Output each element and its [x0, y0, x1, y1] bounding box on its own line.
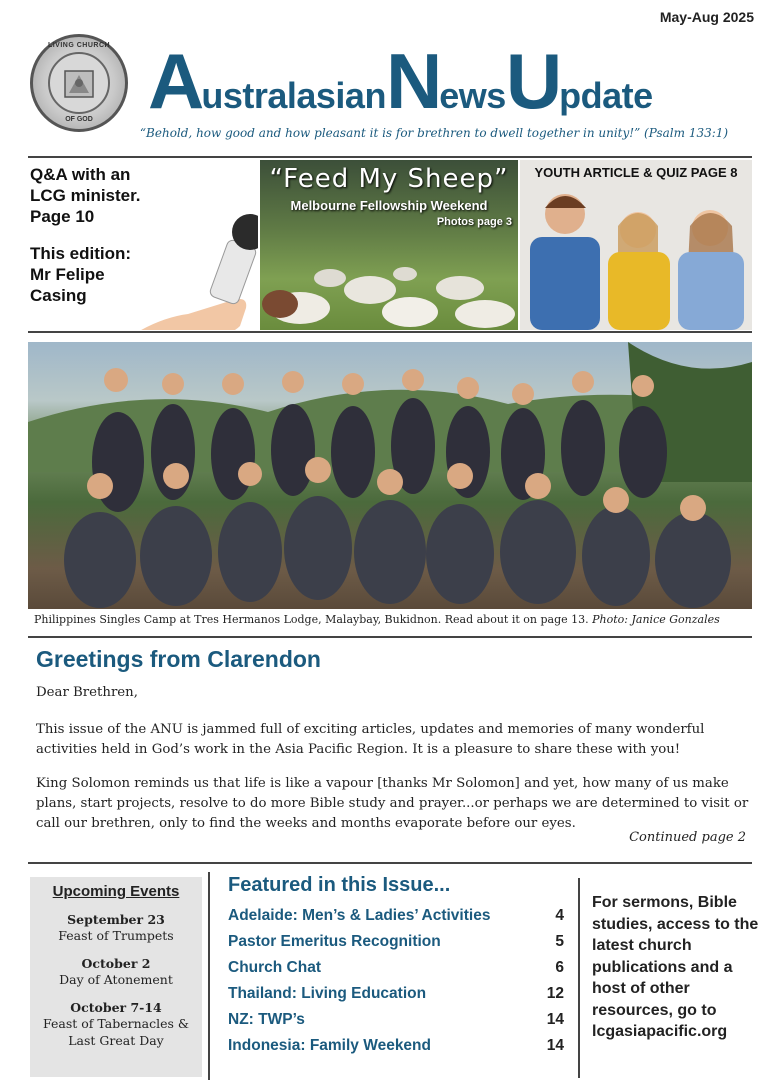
- article-paragraph-1: This issue of the ANU is jammed full of exciting articles, updates and memories of many wonderful activities held in God’s work in the Asia Pacific Region. It is a pleasure to share these with you!: [36, 722, 705, 757]
- edition-date: May-Aug 2025: [659, 9, 754, 25]
- featured-item-label: NZ: TWP’s: [228, 1011, 305, 1028]
- church-seal-icon: [48, 52, 110, 114]
- featured-item-page: 5: [555, 933, 564, 950]
- featured-item[interactable]: [228, 959, 564, 985]
- featured-item-page: 14: [546, 1011, 564, 1028]
- featured-item-label: Pastor Emeritus Recognition: [228, 933, 441, 950]
- featured-item[interactable]: [228, 985, 564, 1011]
- resources-promo: For sermons, Bible studies, access to the latest church publications and a host of other resources, go to lcgasiapacific.org: [592, 894, 759, 1040]
- divider-article: [28, 636, 752, 638]
- column-divider-left: [208, 872, 210, 1080]
- feed-my-sheep-subtitle: Melbourne Fellowship Weekend: [290, 198, 488, 213]
- article-title: Greetings from Clarendon: [36, 646, 321, 672]
- event-name: Feast of Tabernacles & Last Great Day: [43, 1016, 189, 1048]
- church-logo: [30, 34, 128, 132]
- featured-item-page: 14: [546, 1037, 564, 1054]
- featured-item-label: Adelaide: Men’s & Ladies’ Activities: [228, 907, 491, 924]
- event-item: [30, 1000, 202, 1049]
- event-date: October 7-14: [70, 1000, 162, 1015]
- event-date: September 23: [67, 912, 165, 927]
- feed-my-sheep-promo[interactable]: [260, 160, 518, 330]
- divider-top: [28, 156, 752, 158]
- featured-item[interactable]: [228, 1011, 564, 1037]
- event-item: [30, 912, 202, 944]
- singles-camp-photo: [28, 342, 752, 609]
- featured-item[interactable]: [228, 907, 564, 933]
- qa-promo[interactable]: [28, 160, 258, 330]
- qa-promo-text: Q&A with an LCG minister. Page 10 This edition: Mr Felipe Casing: [30, 165, 141, 305]
- featured-item-label: Indonesia: Family Weekend: [228, 1037, 431, 1054]
- article-salutation: Dear Brethren,: [36, 685, 138, 700]
- featured-list: [228, 874, 564, 1063]
- feed-my-sheep-page-ref: Photos page 3: [436, 216, 512, 228]
- photo-caption: Philippines Singles Camp at Tres Hermanos Lodge, Malaybay, Bukidnon. Read about it on page 13. Photo: Janice Gonzales: [34, 613, 720, 626]
- featured-item-page: 4: [555, 907, 564, 924]
- event-item: [30, 956, 202, 988]
- event-date: October 2: [81, 956, 151, 971]
- scripture-quote: “Behold, how good and how pleasant it is for brethren to dwell together in unity!” (Psalm 133:1): [139, 126, 729, 140]
- column-divider-right: [578, 878, 580, 1078]
- article-paragraph-2: King Solomon reminds us that life is like a vapour [thanks Mr Solomon] and yet, how many of us make plans, start projects, resolve to do more Bible study and prayer...or perhaps we are determined to visit or call our brethren, only to find the weeks and months evaporate before our eyes.: [36, 776, 749, 831]
- divider-bottom: [28, 862, 752, 864]
- upcoming-events-box: [30, 877, 202, 1077]
- masthead-title: AustralasianNewsUpdate: [148, 37, 653, 125]
- featured-item-page: 6: [555, 959, 564, 976]
- sheep-photo: [260, 230, 518, 330]
- feed-my-sheep-title: “Feed My Sheep”: [269, 164, 509, 194]
- featured-title: Featured in this Issue...: [228, 874, 451, 896]
- youth-photo: [520, 182, 752, 330]
- logo-ring-bottom-text: OF GOD: [65, 116, 93, 123]
- youth-article-title: YOUTH ARTICLE & QUIZ PAGE 8: [534, 165, 738, 180]
- featured-item[interactable]: [228, 1037, 564, 1063]
- logo-ring-top-text: LIVING CHURCH: [47, 42, 111, 49]
- featured-item-label: Thailand: Living Education: [228, 985, 427, 1002]
- continued-link[interactable]: Continued page 2: [629, 830, 746, 845]
- event-name: Day of Atonement: [59, 972, 173, 987]
- event-name: Feast of Trumpets: [58, 928, 174, 943]
- microphone-icon: [128, 208, 258, 330]
- youth-article-promo[interactable]: [520, 160, 752, 330]
- divider-promos: [28, 331, 752, 333]
- featured-item[interactable]: [228, 933, 564, 959]
- featured-item-page: 12: [546, 985, 564, 1002]
- featured-item-label: Church Chat: [228, 959, 321, 976]
- upcoming-events-title: Upcoming Events: [52, 883, 180, 900]
